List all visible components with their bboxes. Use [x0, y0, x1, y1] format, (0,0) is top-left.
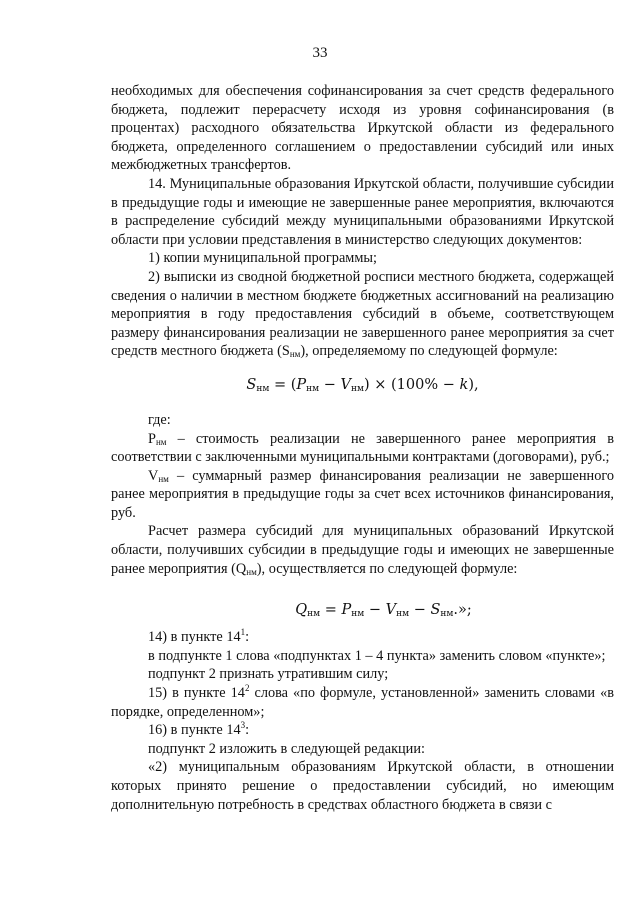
- amendment-15: 15) в пункте $14^2$ слова «по формуле, установленной» заменить словами «в порядке, определенном»;: [111, 683, 614, 720]
- paragraph-cofinancing: необходимых для обеспечения софинансирования за счет средств федерального бюджета, подлежит перерасчету исходя из уровня софинансирования (в процентах) расходного обязательства Иркутской области из федерального бюджета, определенного соглашением о предоставлении субсидий или иных межбюджетных трансфертов.: [111, 83, 614, 174]
- list-item-2: 2) выписки из сводной бюджетной росписи местного бюджета, содержащей сведения о наличии в местном бюджете бюджетных ассигнований на реализацию мероприятия в году предоставления субсидий в объеме, соответствующем размеру финансирования реализации не завершенного ранее мероприятия за счет средств местного бюджета $(S_{нм})$, определяемому по следующей формуле:: [111, 268, 614, 360]
- amendment-16: 16) в пункте $14^3$:: [148, 720, 250, 739]
- document-body: [111, 82, 614, 814]
- amendment-14-sub2: подпункт 2 признать утратившим силу;: [148, 666, 389, 683]
- list-item-1: 1) копии муниципальной программы;: [148, 250, 377, 267]
- amendment-16-sub2: подпункт 2 изложить в следующей редакции:: [148, 740, 425, 757]
- new-wording-item-2: «2) муниципальным образованиям Иркутской области, в отношении которых принято решение о предоставлении субсидий, но имеющим дополнительную потребность в средствах областного бюджета в связи с: [111, 759, 614, 813]
- definition-v-nm: $V_{нм}$ – суммарный размер финансирования реализации не завершенного ранее мероприятия в предыдущие годы за счет всех источников финансирования, руб.: [111, 467, 614, 521]
- formula-s-nm: $S_{нм} = (P_{нм} - V_{нм}) \times (100\% - k)$,: [246, 376, 479, 394]
- page-number: 33: [312, 45, 328, 61]
- amendment-14: 14) в пункте $14^1$:: [148, 627, 250, 646]
- amendment-14-sub1: в подпункте 1 слова «подпунктах 1 – 4 пункта» заменить словом «пункте»;: [148, 647, 606, 664]
- paragraph-calculation: Расчет размера субсидий для муниципальных образований Иркутской области, получивших субсидии в предыдущие годы и имеющих не завершенные ранее мероприятия $(Q_{нм})$, осуществляется по следующей формуле:: [111, 523, 614, 577]
- formula-q-nm: $Q_{нм} = P_{нм} - V_{нм} - S_{нм}$.»;: [295, 602, 472, 620]
- where-label: где:: [148, 411, 171, 428]
- definition-p-nm: $P_{нм}$ – стоимость реализации не завершенного ранее мероприятия в соответствии с заключенными муниципальными контрактами (договорами), руб.;: [111, 430, 614, 466]
- paragraph-item-14: 14. Муниципальные образования Иркутской области, получившие субсидии в предыдущие годы и имеющие не завершенные ранее мероприятия, включаются в распределение субсидий между муниципальными образованиями Иркутской области при условии представления в министерство следующих документов:: [111, 175, 614, 248]
